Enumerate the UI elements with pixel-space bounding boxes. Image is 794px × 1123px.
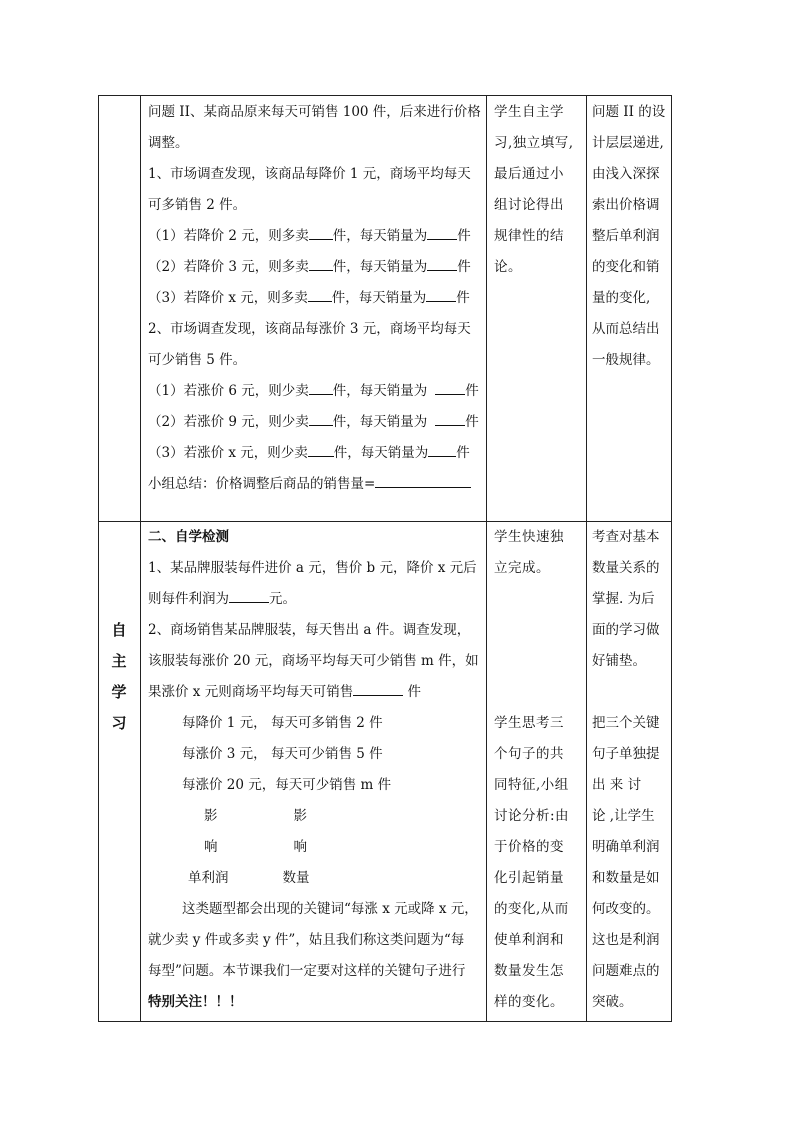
activity-line: 最后通过小 — [494, 166, 564, 182]
activity-line: 化引起销量 — [494, 870, 564, 886]
question-line — [148, 407, 484, 438]
activity-line: 同特征,小组 — [494, 777, 569, 793]
answer-blank — [308, 283, 332, 302]
question-text: 件，每天销量为 — [332, 259, 428, 275]
influence-line — [148, 801, 484, 832]
question-line — [148, 221, 484, 252]
answer-blank — [426, 283, 456, 302]
activity-line: 习,独立填写, — [494, 135, 574, 151]
activity-line: 学生快速独 — [494, 529, 564, 545]
question-line — [148, 438, 484, 469]
answer-blank — [309, 376, 333, 395]
unit-text: 元。 — [269, 591, 296, 607]
unit-text: 件 — [457, 259, 471, 275]
question-line — [148, 252, 484, 283]
intent-line: 何改变的。 — [592, 901, 660, 917]
exercise-line — [148, 584, 484, 615]
row1-activity-cell — [494, 97, 584, 283]
survey-2-line: 2、市场调查发现，该商品每涨价 3 元，商场平均每天 — [148, 321, 471, 337]
answer-blank — [435, 376, 465, 395]
activity-line: 数量发生怎 — [494, 963, 564, 979]
question-line — [148, 376, 484, 407]
question-text: （1）若降价 2 元，则多卖 — [148, 228, 309, 244]
answer-blank — [309, 252, 333, 271]
activity-line: 的变化,从而 — [494, 901, 569, 917]
intent-line: 从而总结出 — [592, 321, 660, 337]
intent-line: 索出价格调 — [592, 197, 660, 213]
intent-line: 句子单独提 — [592, 746, 660, 762]
section-label-char: 学 — [111, 683, 127, 701]
question-text: （2）若降价 3 元，则多卖 — [148, 259, 309, 275]
section-label-char: 自 — [111, 621, 127, 639]
question-text: 件，每天销量为 — [332, 228, 428, 244]
activity-line: 立完成。 — [494, 560, 550, 576]
intent-line: 把三个关键 — [592, 715, 660, 731]
intent-line: 整后单利润 — [592, 228, 660, 244]
survey-1-line: 可多销售 2 件。 — [148, 197, 247, 213]
key-sentence: 每涨价 20 元，每天可少销售 m 件 — [182, 777, 392, 793]
intent-line: 突破。 — [592, 994, 633, 1010]
key-sentence: 每涨价 3 元， 每天可少销售 5 件 — [182, 746, 383, 762]
explanation-line: 这类题型都会出现的关键词“每涨 x 元或降 x 元， — [182, 901, 478, 917]
section-heading: 二、自学检测 — [148, 529, 229, 545]
influence-text: 响 — [204, 839, 218, 855]
influence-target-line — [148, 863, 484, 894]
unit-text: 件 — [465, 383, 479, 399]
activity-line: 讨论分析:由 — [494, 808, 570, 824]
answer-blank — [309, 407, 333, 426]
question-text: （1）若涨价 6 元，则少卖 — [148, 383, 309, 399]
question-line — [148, 283, 484, 314]
unit-text: 件 — [457, 228, 471, 244]
explanation-line: 每型”问题。本节课我们一定要对这样的关键句子进行 — [148, 963, 466, 979]
intent-line: 量的变化, — [592, 290, 651, 306]
exercise-line — [148, 677, 484, 708]
exercise-line: 该服装每涨价 20 元，商场平均每天可少销售 m 件，如 — [148, 653, 479, 669]
exercise-text: 则每件利润为 — [148, 591, 229, 607]
table-border-right — [671, 95, 672, 1022]
exercise-text: 果涨价 x 元则商场平均每天可销售 — [148, 684, 354, 700]
quantity-label: 数量 — [282, 870, 310, 886]
answer-blank — [353, 677, 403, 696]
answer-blank — [375, 469, 471, 488]
question-text: 件，每天销量为 — [331, 290, 427, 306]
answer-blank — [308, 438, 334, 457]
lesson-table — [98, 95, 672, 1022]
influence-text: 响 — [293, 839, 307, 855]
unit-profit-label: 单利润 — [188, 870, 229, 886]
row1-intent-cell — [592, 97, 670, 376]
activity-line: 使单利润和 — [494, 932, 564, 948]
answer-blank — [229, 584, 269, 603]
intent-line: 这也是利润 — [592, 932, 660, 948]
unit-text: 件 — [407, 684, 421, 700]
intent-line: 的变化和销 — [592, 259, 660, 275]
table-col-divider — [140, 95, 141, 1022]
activity-line: 学生自主学 — [494, 104, 564, 120]
summary-text: 小组总结：价格调整后商品的销售量= — [148, 476, 376, 492]
question-text: （2）若涨价 9 元，则少卖 — [148, 414, 309, 430]
unit-text: 件 — [465, 414, 479, 430]
section-label-self-study — [98, 615, 140, 739]
intent-line: 好铺垫。 — [592, 653, 646, 669]
row2-activity-cell — [494, 522, 584, 1018]
unit-text: 件 — [456, 290, 470, 306]
exercise-line: 2、商场销售某品牌服装，每天售出 a 件。调查发现， — [148, 622, 471, 638]
question-text: 件，每天销量为 — [333, 445, 429, 461]
unit-text: 件 — [456, 445, 470, 461]
table-border-left — [98, 95, 99, 1022]
influence-text: 影 — [293, 808, 307, 824]
activity-line: 个句子的共 — [494, 746, 564, 762]
table-col-divider — [586, 95, 587, 1022]
activity-line: 学生思考三 — [494, 715, 564, 731]
answer-blank — [309, 221, 333, 240]
question-text: 件，每天销量为 — [332, 414, 428, 430]
intent-line: 一般规律。 — [592, 352, 660, 368]
intent-line: 掌握. 为后 — [592, 591, 655, 607]
problem-intro-line: 调整。 — [148, 135, 189, 151]
summary-line — [148, 469, 484, 500]
section-label-char: 习 — [111, 714, 127, 732]
question-text: （3）若涨价 x 元，则少卖 — [148, 445, 308, 461]
problem-intro-line: 问题 II、某商品原来每天可销售 100 件，后来进行价格 — [148, 104, 481, 120]
row1-content-cell — [148, 97, 484, 500]
intent-line: 由浅入深探 — [592, 166, 660, 182]
intent-line: 面的学习做 — [592, 622, 660, 638]
explanation-line: 就少卖 y 件或多卖 y 件”，姑且我们称这类问题为“每 — [148, 932, 465, 948]
intent-line: 出 来 讨 — [592, 777, 642, 793]
section-label-char: 主 — [111, 652, 127, 670]
table-col-divider — [486, 95, 487, 1022]
answer-blank — [435, 407, 465, 426]
activity-line: 论。 — [494, 259, 522, 275]
question-text: （3）若降价 x 元，则多卖 — [148, 290, 308, 306]
row2-content-cell — [148, 522, 484, 1018]
intent-line: 和数量是如 — [592, 870, 660, 886]
intent-line: 考查对基本 — [592, 529, 660, 545]
intent-line: 论 ,让学生 — [592, 808, 655, 824]
answer-blank — [427, 252, 457, 271]
answer-blank — [428, 438, 456, 457]
activity-line: 于价格的变 — [494, 839, 564, 855]
exercise-line: 1、某品牌服装每件进价 a 元，售价 b 元，降价 x 元后 — [148, 560, 477, 576]
question-text: 件，每天销量为 — [332, 383, 428, 399]
influence-line — [148, 832, 484, 863]
intent-line: 数量关系的 — [592, 560, 660, 576]
answer-blank — [427, 221, 457, 240]
activity-line: 样的变化。 — [494, 994, 564, 1010]
survey-1-line: 1、市场调查发现，该商品每降价 1 元，商场平均每天 — [148, 166, 471, 182]
intent-line: 问题难点的 — [592, 963, 660, 979]
activity-line: 组讨论得出 — [494, 197, 564, 213]
activity-line: 规律性的结 — [494, 228, 564, 244]
emphasis-line: 特别关注！！！ — [148, 994, 243, 1010]
influence-text: 影 — [204, 808, 218, 824]
intent-line: 明确单利润 — [592, 839, 660, 855]
survey-2-line: 可少销售 5 件。 — [148, 352, 247, 368]
row2-intent-cell — [592, 522, 670, 1018]
intent-line: 计层层递进, — [592, 135, 664, 151]
key-sentence: 每降价 1 元， 每天可多销售 2 件 — [182, 715, 383, 731]
intent-line: 问题 II 的设 — [592, 104, 666, 120]
